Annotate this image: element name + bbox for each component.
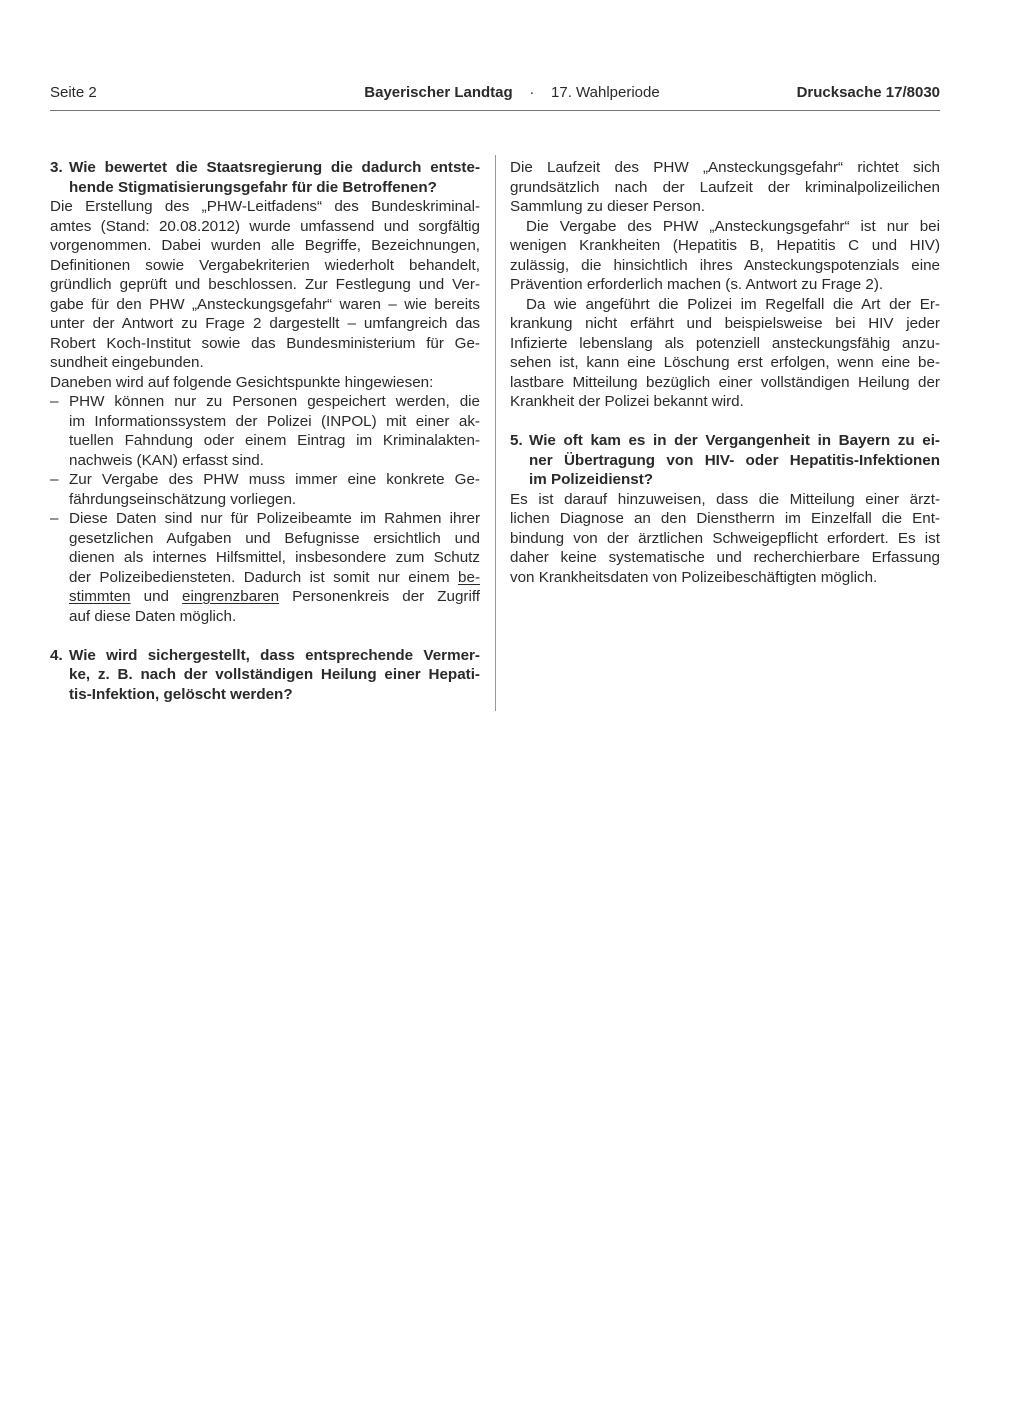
text-line: grundsätzlich nach der Laufzeit der kriminalpolizeilichen: [510, 178, 940, 196]
text-line: Die Vergabe des PHW „Ansteckungsgefahr“ ist nur bei: [526, 217, 940, 235]
paragraph: [50, 373, 480, 393]
text-line: lastbare Mitteilung bezüglich einer vollständigen Heilung der: [510, 373, 940, 391]
text-line: bindung von der ärztlichen Schweigepflicht erfordert. Es ist: [510, 529, 940, 547]
text-line: PHW können nur zu Personen gespeichert werden, die: [69, 393, 480, 410]
text-segment: der Polizeibediensteten. Dadurch ist somit nur einem: [69, 568, 459, 586]
text-line: auf diese Daten möglich.: [69, 607, 237, 625]
text-line: gesetzlichen Aufgaben und Befugnisse ersichtlich und: [69, 529, 480, 547]
header-rule: [50, 110, 940, 111]
text-line: gabe für den PHW „Ansteckungsgefahr“ waren – wie bereits: [50, 295, 480, 313]
text-line: Robert Koch-Institut sowie das Bundesministerium für Ge-: [50, 334, 480, 352]
legislative-period: 17. Wahlperiode: [551, 84, 660, 101]
text-segment: Personenkreis der Zugriff: [279, 588, 480, 605]
text-line: sundheit eingebunden.: [50, 354, 204, 371]
text-line: [50, 568, 480, 588]
question-number: 3.: [50, 159, 63, 176]
text-line: Da wie angeführt die Polizei im Regelfall die Art der Er-: [526, 295, 940, 313]
question-heading: [50, 158, 480, 197]
text-line: ner Übertragung von HIV- oder Hepatitis-Infektionen: [529, 451, 940, 469]
text-line: Krankheit der Polizei bekannt wird.: [510, 393, 744, 410]
bullet-item: [50, 470, 480, 509]
bullet-dash: –: [50, 510, 59, 527]
text-line: [50, 587, 480, 607]
underlined-text: eingrenzbaren: [182, 588, 280, 605]
text-line: sehen ist, kann eine Löschung erst erfolgen, wenn eine be-: [510, 354, 940, 371]
underlined-text: stimmten: [69, 588, 131, 605]
header-separator: ·: [529, 84, 535, 101]
paragraph: [50, 197, 480, 373]
bullet-item: [50, 392, 480, 470]
text-line: im Polizeidienst?: [529, 471, 654, 488]
text-line: vorgenommen. Dabei wurden alle Begriffe, Bezeichnungen,: [50, 237, 480, 254]
text-line: Daneben wird auf folgende Gesichtspunkte hingewiesen:: [50, 373, 434, 391]
text-line: Infizierte lebenslang als potenziell ansteckungsfähig anzu-: [510, 334, 940, 352]
text-line: wenigen Krankheiten (Hepatitis B, Hepatitis C und HIV): [510, 237, 940, 254]
text-segment: und: [130, 588, 183, 605]
text-line: Wie wird sichergestellt, dass entsprechende Vermer-: [69, 646, 480, 664]
question-heading: [510, 431, 940, 490]
paragraph: [510, 490, 940, 588]
bullet-dash: –: [50, 471, 59, 488]
text-line: amtes (Stand: 20.08.2012) wurde umfassend und sorgfältig: [50, 217, 480, 235]
parliament-name: Bayerischer Landtag: [364, 84, 513, 101]
text-line: gründlich geprüft und beschlossen. Zur Festlegung und Ver-: [50, 276, 480, 293]
text-line: von Krankheitsdaten von Polizeibeschäftigten möglich.: [510, 568, 878, 586]
text-line: Es ist darauf hinzuweisen, dass die Mitteilung einer ärzt-: [510, 490, 940, 508]
question-number: 4.: [50, 646, 63, 664]
text-line: krankung nicht erfährt und beispielsweise bei HIV jeder: [510, 315, 940, 332]
paragraph: [510, 217, 940, 295]
document-number: Drucksache 17/8030: [796, 84, 940, 101]
text-line: lichen Diagnose an den Dienstherrn im Einzelfall die Ent-: [510, 510, 940, 527]
text-line: daher keine systematische und recherchierbare Erfassung: [510, 549, 940, 566]
text-line: Wie bewertet die Staatsregierung die dadurch entste-: [69, 159, 480, 176]
text-line: tuellen Fahndung oder einem Eintrag im Kriminalakten-: [69, 432, 480, 449]
text-line: Die Erstellung des „PHW-Leitfadens“ des Bundeskriminal-: [50, 198, 480, 215]
text-line: nachweis (KAN) erfasst sind.: [69, 451, 264, 469]
text-line: tis-Infektion, gelöscht werden?: [69, 685, 293, 703]
left-column: [50, 158, 480, 704]
paragraph: [510, 295, 940, 412]
text-line: dienen als internes Hilfsmittel, insbesondere zum Schutz: [69, 549, 480, 566]
text-line: Die Laufzeit des PHW „Ansteckungsgefahr“ richtet sich: [510, 159, 940, 176]
bullet-dash: –: [50, 393, 59, 410]
text-line: ke, z. B. nach der vollständigen Heilung einer Hepati-: [69, 666, 480, 683]
text-line: Zur Vergabe des PHW muss immer eine konkrete Ge-: [69, 471, 480, 488]
paragraph: [510, 158, 940, 217]
text-line: unter der Antwort zu Frage 2 dargestellt – umfangreich das: [50, 315, 480, 332]
underlined-text: be-: [458, 568, 480, 586]
right-column: [510, 158, 940, 587]
column-divider: [495, 155, 496, 711]
text-line: Sammlung zu dieser Person.: [510, 198, 705, 215]
text-line: zulässig, die hinsichtlich ihres Ansteckungspotenzials eine: [510, 256, 940, 274]
bullet-item: [50, 509, 480, 626]
text-line: Wie oft kam es in der Vergangenheit in Bayern zu ei-: [529, 432, 940, 449]
text-line: im Informationssystem der Polizei (INPOL) mit einer ak-: [69, 412, 480, 430]
text-line: Definitionen sowie Vergabekriterien wiederholt behandelt,: [50, 256, 480, 274]
text-line: fährdungseinschätzung vorliegen.: [69, 490, 297, 508]
question-number: 5.: [510, 432, 523, 449]
paragraph-gap: [50, 626, 480, 646]
text-line: Diese Daten sind nur für Polizeibeamte im Rahmen ihrer: [69, 510, 480, 527]
text-line: hende Stigmatisierungsgefahr für die Betroffenen?: [69, 178, 437, 196]
question-heading: [50, 646, 480, 705]
text-line: Prävention erforderlich machen (s. Antwort zu Frage 2).: [510, 276, 884, 293]
page-number: Seite 2: [50, 84, 97, 101]
paragraph-gap: [510, 412, 940, 432]
